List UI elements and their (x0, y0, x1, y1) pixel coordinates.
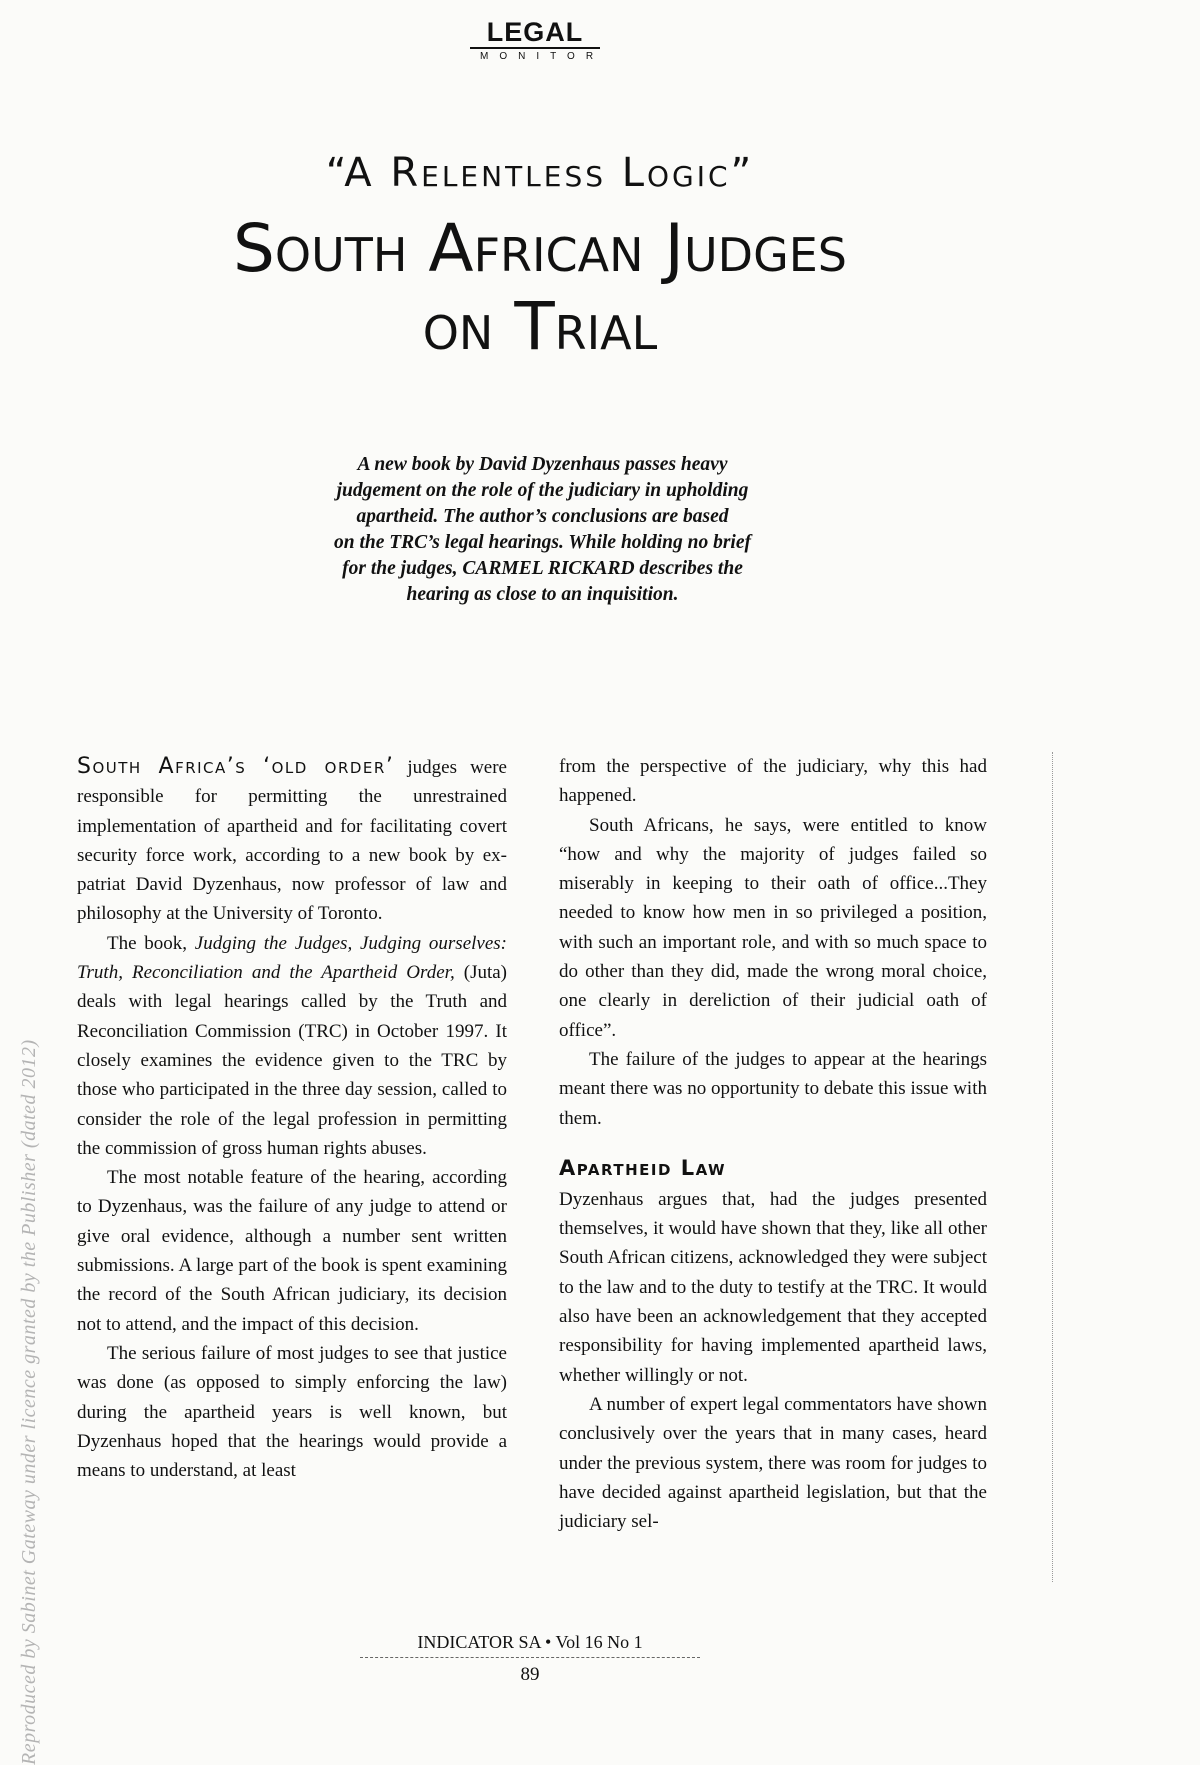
masthead-legal: LEGAL (470, 18, 600, 49)
body-paragraph-5: from the perspective of the judiciary, why this had happened. (559, 756, 987, 807)
paragraph-text: judges were responsible for permitting the unrestrained implementation of apartheid and for facilitating covert security force work, according to a new book by ex-patriat David Dyzenhaus, now professor of law and philosophy at the University of Toronto. (77, 757, 507, 925)
article-headline (0, 210, 1080, 366)
standfirst-line: for the judges, CARMEL RICKARD describes the (342, 558, 743, 579)
headline-line-2: on Trial (422, 288, 658, 365)
body-paragraph-3: The most notable feature of the hearing, according to Dyzenhaus, was the failure of any judge to attend or give oral evidence, although a number sent written submissions. A large part of the book is spent examining the record of the South African judiciary, its decision not to attend, and the impact of this decision. (77, 1167, 507, 1335)
body-paragraph-6: South Africans, he says, were entitled to know “how and why the majority of judges failed so miserably in keeping to their oath of office...They needed to know how men in so privileged a position, with such an important role, and with so much space to do other than they did, made the wrong moral choice, one clearly in dereliction of their judicial oath of office”. (559, 814, 987, 1041)
body-paragraph-1 (77, 752, 507, 929)
page-number: 89 (520, 1664, 540, 1685)
body-column-right (559, 752, 987, 1536)
article-kicker: “A Relentless Logic” (325, 150, 755, 196)
headline-line-1: South African Judges (232, 210, 847, 287)
section-subhead: Apartheid Law (559, 1155, 727, 1180)
standfirst-line: hearing as close to an inquisition. (406, 584, 679, 605)
body-paragraph-4: The serious failure of most judges to see that justice was done (as opposed to simply enforcing the law) during the apartheid years is well known, but Dyzenhaus hoped that the hearings would provide a means to understand, at least (77, 1342, 507, 1482)
paragraph-text: (Juta) deals with legal hearings called by the Truth and Reconciliation Commission (TRC) in October 1997. It closely examines the evidence given to the TRC by those who participated in the three day session, called to consider the role of the legal profession in permitting the commission of gross human rights abuses. (77, 962, 508, 1159)
standfirst-line: on the TRC’s legal hearings. While holding no brief (334, 532, 751, 553)
reproduction-watermark: Reproduced by Sabinet Gateway under licence granted by the Publisher (dated 2012) (18, 1039, 40, 1765)
page-footer (360, 1632, 700, 1686)
body-paragraph-7: The failure of the judges to appear at the hearings meant there was no opportunity to debate this issue with them. (559, 1048, 987, 1129)
body-paragraph-8: Dyzenhaus argues that, had the judges presented themselves, it would have shown that they, like all other South African citizens, acknowledged they were subject to the law and to the duty to testify at the TRC. It would also have been an acknowledgement that they accepted responsibility for having implemented apartheid laws, whether willingly or not. (559, 1188, 987, 1386)
standfirst-line: apartheid. The author’s conclusions are based (356, 506, 729, 527)
article-standfirst (270, 452, 815, 608)
lead-in-caps: South Africa’s ‘old order’ (77, 754, 395, 779)
standfirst-line: judgement on the role of the judiciary in upholding (336, 480, 749, 501)
body-paragraph-2 (77, 929, 507, 1163)
masthead-monitor: MONITOR (480, 51, 605, 62)
book-title: Judging the Judges, Judging ourselves: Truth, Reconciliation and the Apartheid Order, (77, 932, 507, 984)
publication-info: INDICATOR SA • Vol 16 No 1 (360, 1632, 700, 1658)
standfirst-line: A new book by David Dyzenhaus passes heavy (357, 454, 728, 475)
masthead-logo (470, 17, 605, 62)
body-paragraph-9: A number of expert legal commentators have shown conclusively over the years that in many cases, heard under the previous system, there was room for judges to have decided against apartheid legislation, but that the judiciary sel- (559, 1393, 987, 1533)
body-column-left (77, 752, 507, 1485)
column-divider (1052, 752, 1053, 1582)
paragraph-text: The book, (107, 932, 195, 954)
